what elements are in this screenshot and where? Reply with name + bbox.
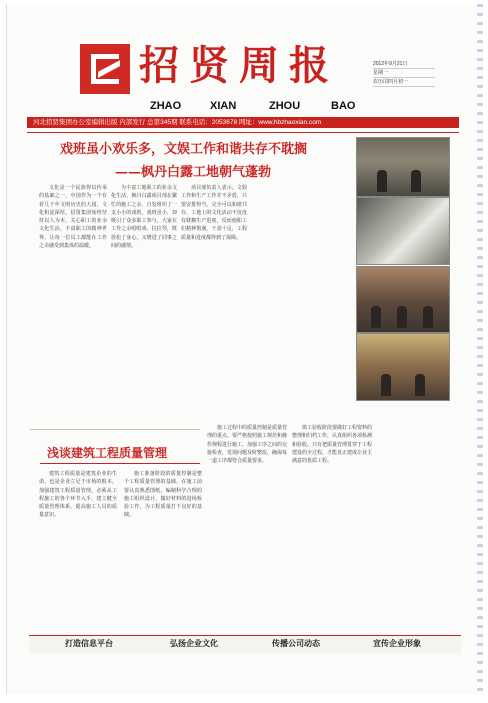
- lead-column-1: [39, 184, 107, 434]
- footer-slogan-3: 传播公司动态: [272, 639, 320, 648]
- info-strip: [27, 117, 459, 128]
- masthead-char-4: 报: [289, 42, 339, 89]
- lead-headline: 戏班虽小欢乐多，文娱工作和谐共存不耽搁: [60, 142, 308, 157]
- footer-slogan-1: 打造信息平台: [65, 639, 113, 648]
- masthead-char-1: 招: [139, 42, 189, 89]
- second-headline: 浅谈建筑工程质量管理: [47, 446, 168, 460]
- photo-musicians: [356, 266, 450, 333]
- newspaper-page: [6, 4, 483, 694]
- figure-shape: [371, 306, 381, 328]
- photo-sheet-music: [356, 197, 450, 265]
- second-column-4: [292, 424, 372, 630]
- lead-column-3-text: 项目部负责人表示，文娱工作和生产工作并不矛盾，只要安排得当，完全可以和谐共存。工地上的文化活动不仅没有耽搁生产进度，反而使职工们精神饱满，干劲十足，工程质量和进度都得到了保障。: [181, 185, 247, 241]
- photo-singers: [356, 333, 450, 401]
- lead-column-2: [111, 184, 177, 434]
- second-headline-rule: [40, 463, 200, 464]
- photo-troupe-performance: [356, 137, 450, 197]
- issue-date: 2012年9月21日: [373, 60, 435, 69]
- second-column-1-text: 建筑工程质量是建筑企业的生命，也是企业立足于市场的根本。加强建筑工程质量管理，必须从工程施工的各个环节入手，建立健全质量管理体系，提高施工人员的质量意识。: [39, 471, 117, 519]
- footer-slogan-2: 弘扬企业文化: [170, 639, 218, 648]
- issue-weekday: 星期一: [373, 69, 435, 78]
- issue-lunar-date: 农历闰四月初一: [373, 78, 435, 87]
- second-column-2-text: 施工准备阶段的质量控制是整个工程质量管理的基础。在施工前要认真熟悉图纸，编制科学合理的施工组织设计，做好材料的进场检验工作，为工程质量打下良好的基础。: [124, 471, 202, 519]
- lead-column-1-text: 文化是一个民族得以传承的基础之一，中国作为一个有着几千年文明历史的大国，文化积淀深厚。招贤集团始终坚持以人为本，关心职工的业余文化生活，丰富职工的精神世界，让每一位员工都能在工作之余感受到集体的温暖。: [39, 185, 107, 250]
- second-column-4-text: 竣工验收阶段要做好工程资料的整理和归档工作，认真组织各项检测和验收。只有把质量管理贯穿于工程建设的全过程，才能真正建成让业主满意的优质工程。: [292, 425, 372, 465]
- masthead-char-3: 周: [239, 42, 289, 89]
- pinyin-2: XIAN: [210, 100, 237, 112]
- second-column-1: [39, 470, 117, 630]
- lead-column-3: [181, 184, 247, 434]
- pinyin-4: BAO: [331, 100, 356, 112]
- figure-shape: [381, 374, 391, 396]
- lead-subheadline: ——枫丹白露工地朝气蓬勃: [115, 165, 272, 180]
- info-strip-text: 河北招贤集团办公室编辑出版 内部发行 总第345期 联系电话：2053678 网址：www.hbzhaoxian.com: [33, 119, 322, 126]
- footer-slogan-4: 宣传企业形象: [373, 639, 421, 648]
- issue-meta: [373, 60, 435, 87]
- second-column-3: [207, 424, 287, 630]
- second-column-3-text: 施工过程中的质量控制是质量管理的重点。要严格按照施工规范和操作规程进行施工，加强工序之间的交接检查，发现问题及时整改，确保每一道工序都符合质量要求。: [207, 425, 287, 465]
- top-rule: [27, 132, 459, 133]
- lead-column-2-text: 为丰富工地职工的业余文化生活，枫丹白露项目部在繁忙的施工之余，自发组织了一支小小的戏班。戏班虽小，却吸引了众多职工参与，大家在工作之余唱唱戏、拉拉琴，既放松了身心，又增进了同事之间的感情。: [111, 185, 177, 250]
- masthead-char-2: 贤: [189, 42, 239, 89]
- masthead-title: [139, 42, 339, 90]
- pinyin-3: ZHOU: [269, 100, 301, 112]
- company-logo: [80, 44, 130, 94]
- figure-shape: [397, 306, 407, 328]
- pinyin-1: ZHAO: [150, 100, 182, 112]
- figure-shape: [411, 170, 421, 192]
- section-divider: [30, 429, 200, 430]
- scan-edge-artifact: [477, 4, 483, 694]
- second-column-2: [124, 470, 202, 630]
- figure-shape: [415, 374, 425, 396]
- figure-shape: [423, 306, 433, 328]
- figure-shape: [377, 170, 387, 192]
